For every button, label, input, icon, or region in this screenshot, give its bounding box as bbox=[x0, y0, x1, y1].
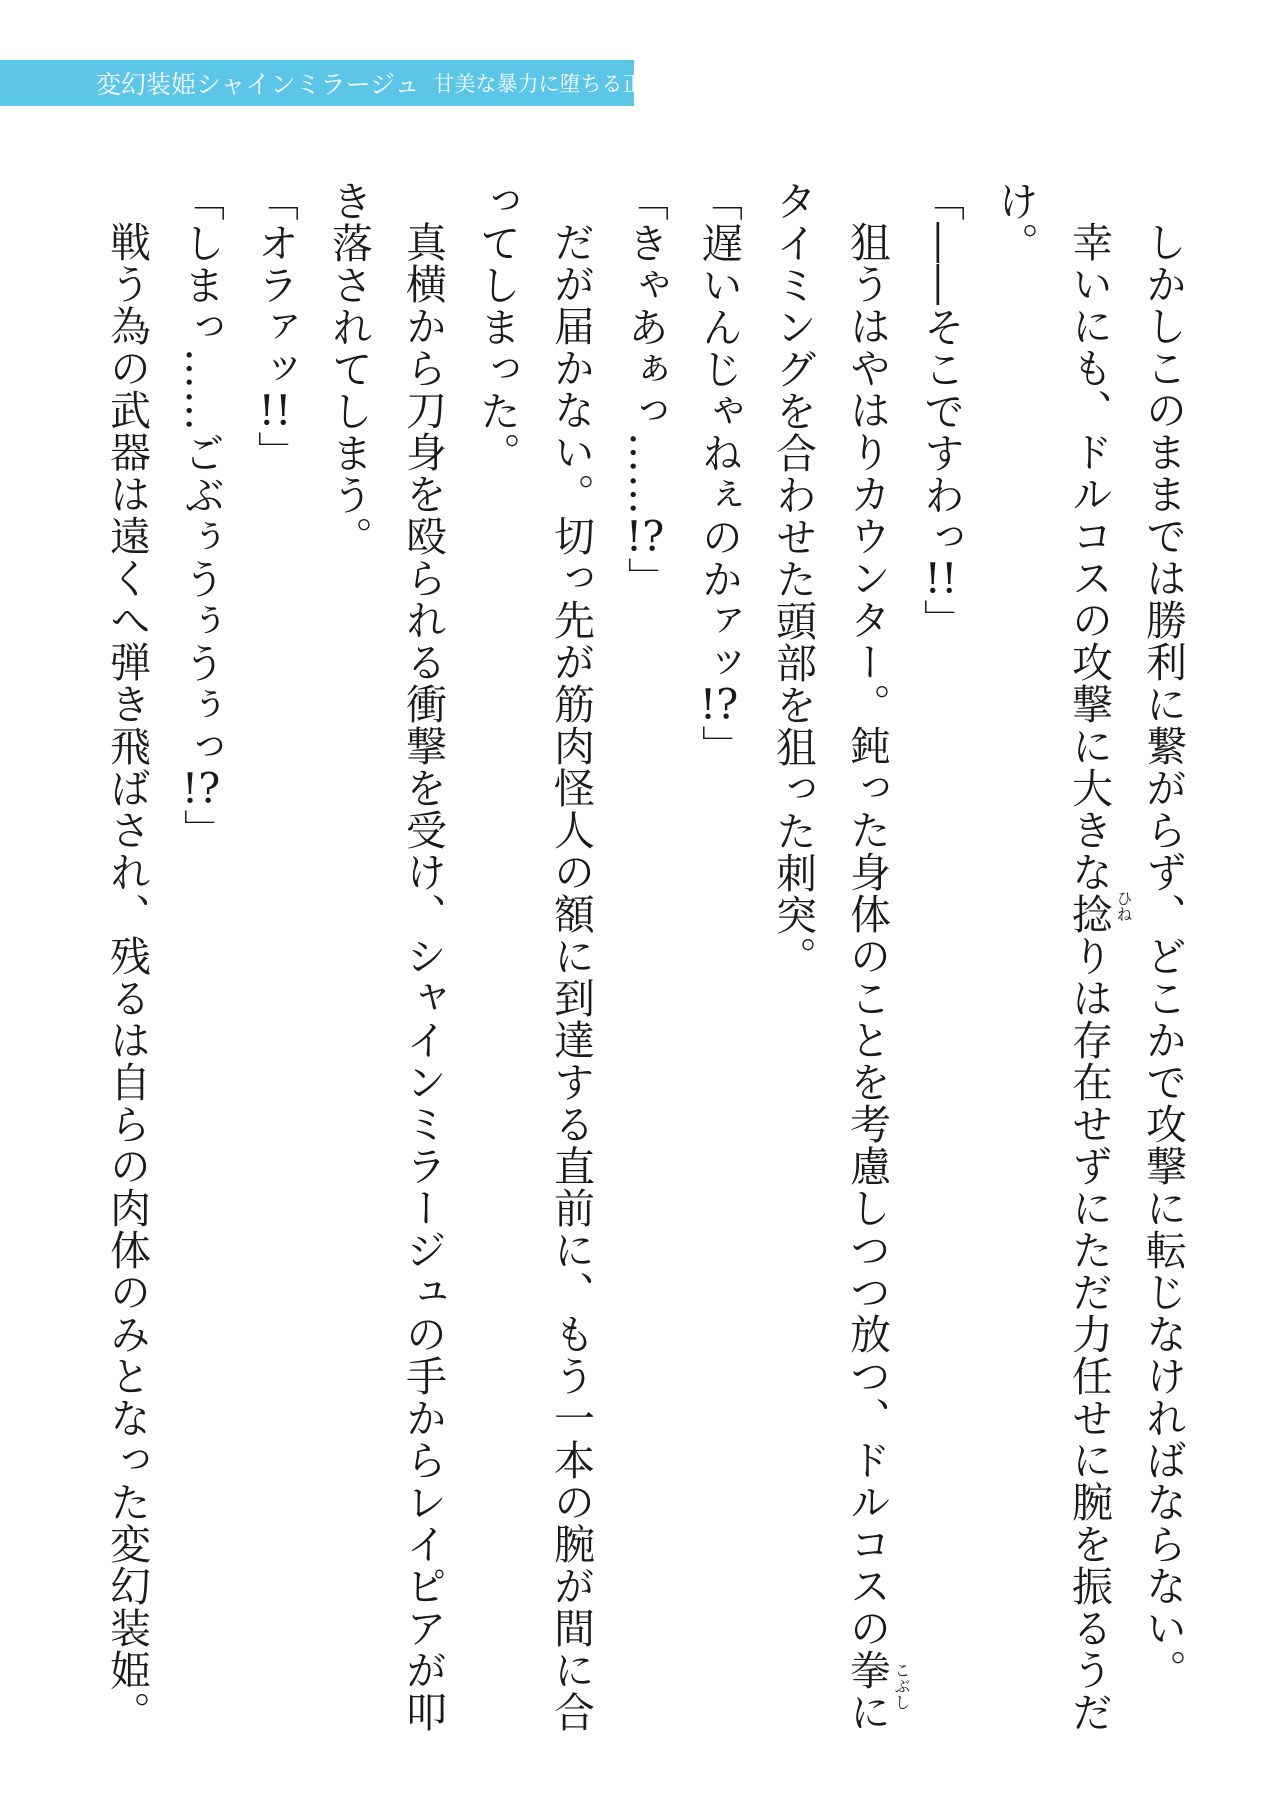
dialogue-line: 「しまっ……ごぶぅうぅうぅっ!?」 bbox=[177, 180, 225, 851]
dialogue-line: 「オラァッ!!」 bbox=[251, 180, 299, 473]
paragraph: だが届かない。切っ先が筋肉怪人の額に到達する直前に、もう一本の腕が間に合ってしまった。 bbox=[473, 180, 595, 1733]
running-header bbox=[0, 60, 665, 106]
dialogue-line: 「きゃあぁっ……!?」 bbox=[621, 180, 669, 599]
vertical-body-text bbox=[80, 180, 1200, 1740]
ruby-kobushi: こぶし bbox=[892, 1662, 911, 1710]
dialogue-line: 「遅いんじゃねぇのかァッ!?」 bbox=[695, 180, 743, 767]
dialogue-line: 「――そこですわっ!!」 bbox=[917, 180, 965, 641]
paragraph: 幸いにも、ドルコスの攻撃に大きな捻りは存在せずにただ力任せに腕を振るうだけ。 bbox=[991, 180, 1113, 1733]
paragraph: 真横から刀身を殴られる衝撃を受け、シャインミラージュの手からレイピアが叩き落されてしまう。 bbox=[325, 180, 447, 1733]
paragraph: しかしこのままでは勝利に繋がらず、どこかで攻撃に転じなければならない。 bbox=[1139, 221, 1187, 1691]
book-subtitle: 甘美な暴力に堕ちる正義 bbox=[433, 72, 665, 96]
ruby-hine: ひね bbox=[1114, 890, 1133, 922]
book-title: 変幻装姫シャインミラージュ bbox=[96, 70, 420, 99]
paragraph: 狙うはやはりカウンター。鈍った身体のことを考慮しつつ放つ、ドルコスの拳にタイミングを合わせた頭部を狙った刺突。 bbox=[769, 180, 891, 1733]
paragraph: 戦う為の武器は遠くへ弾き飛ばされ、残るは自らの肉体のみとなった変幻装姫。 bbox=[103, 221, 151, 1733]
